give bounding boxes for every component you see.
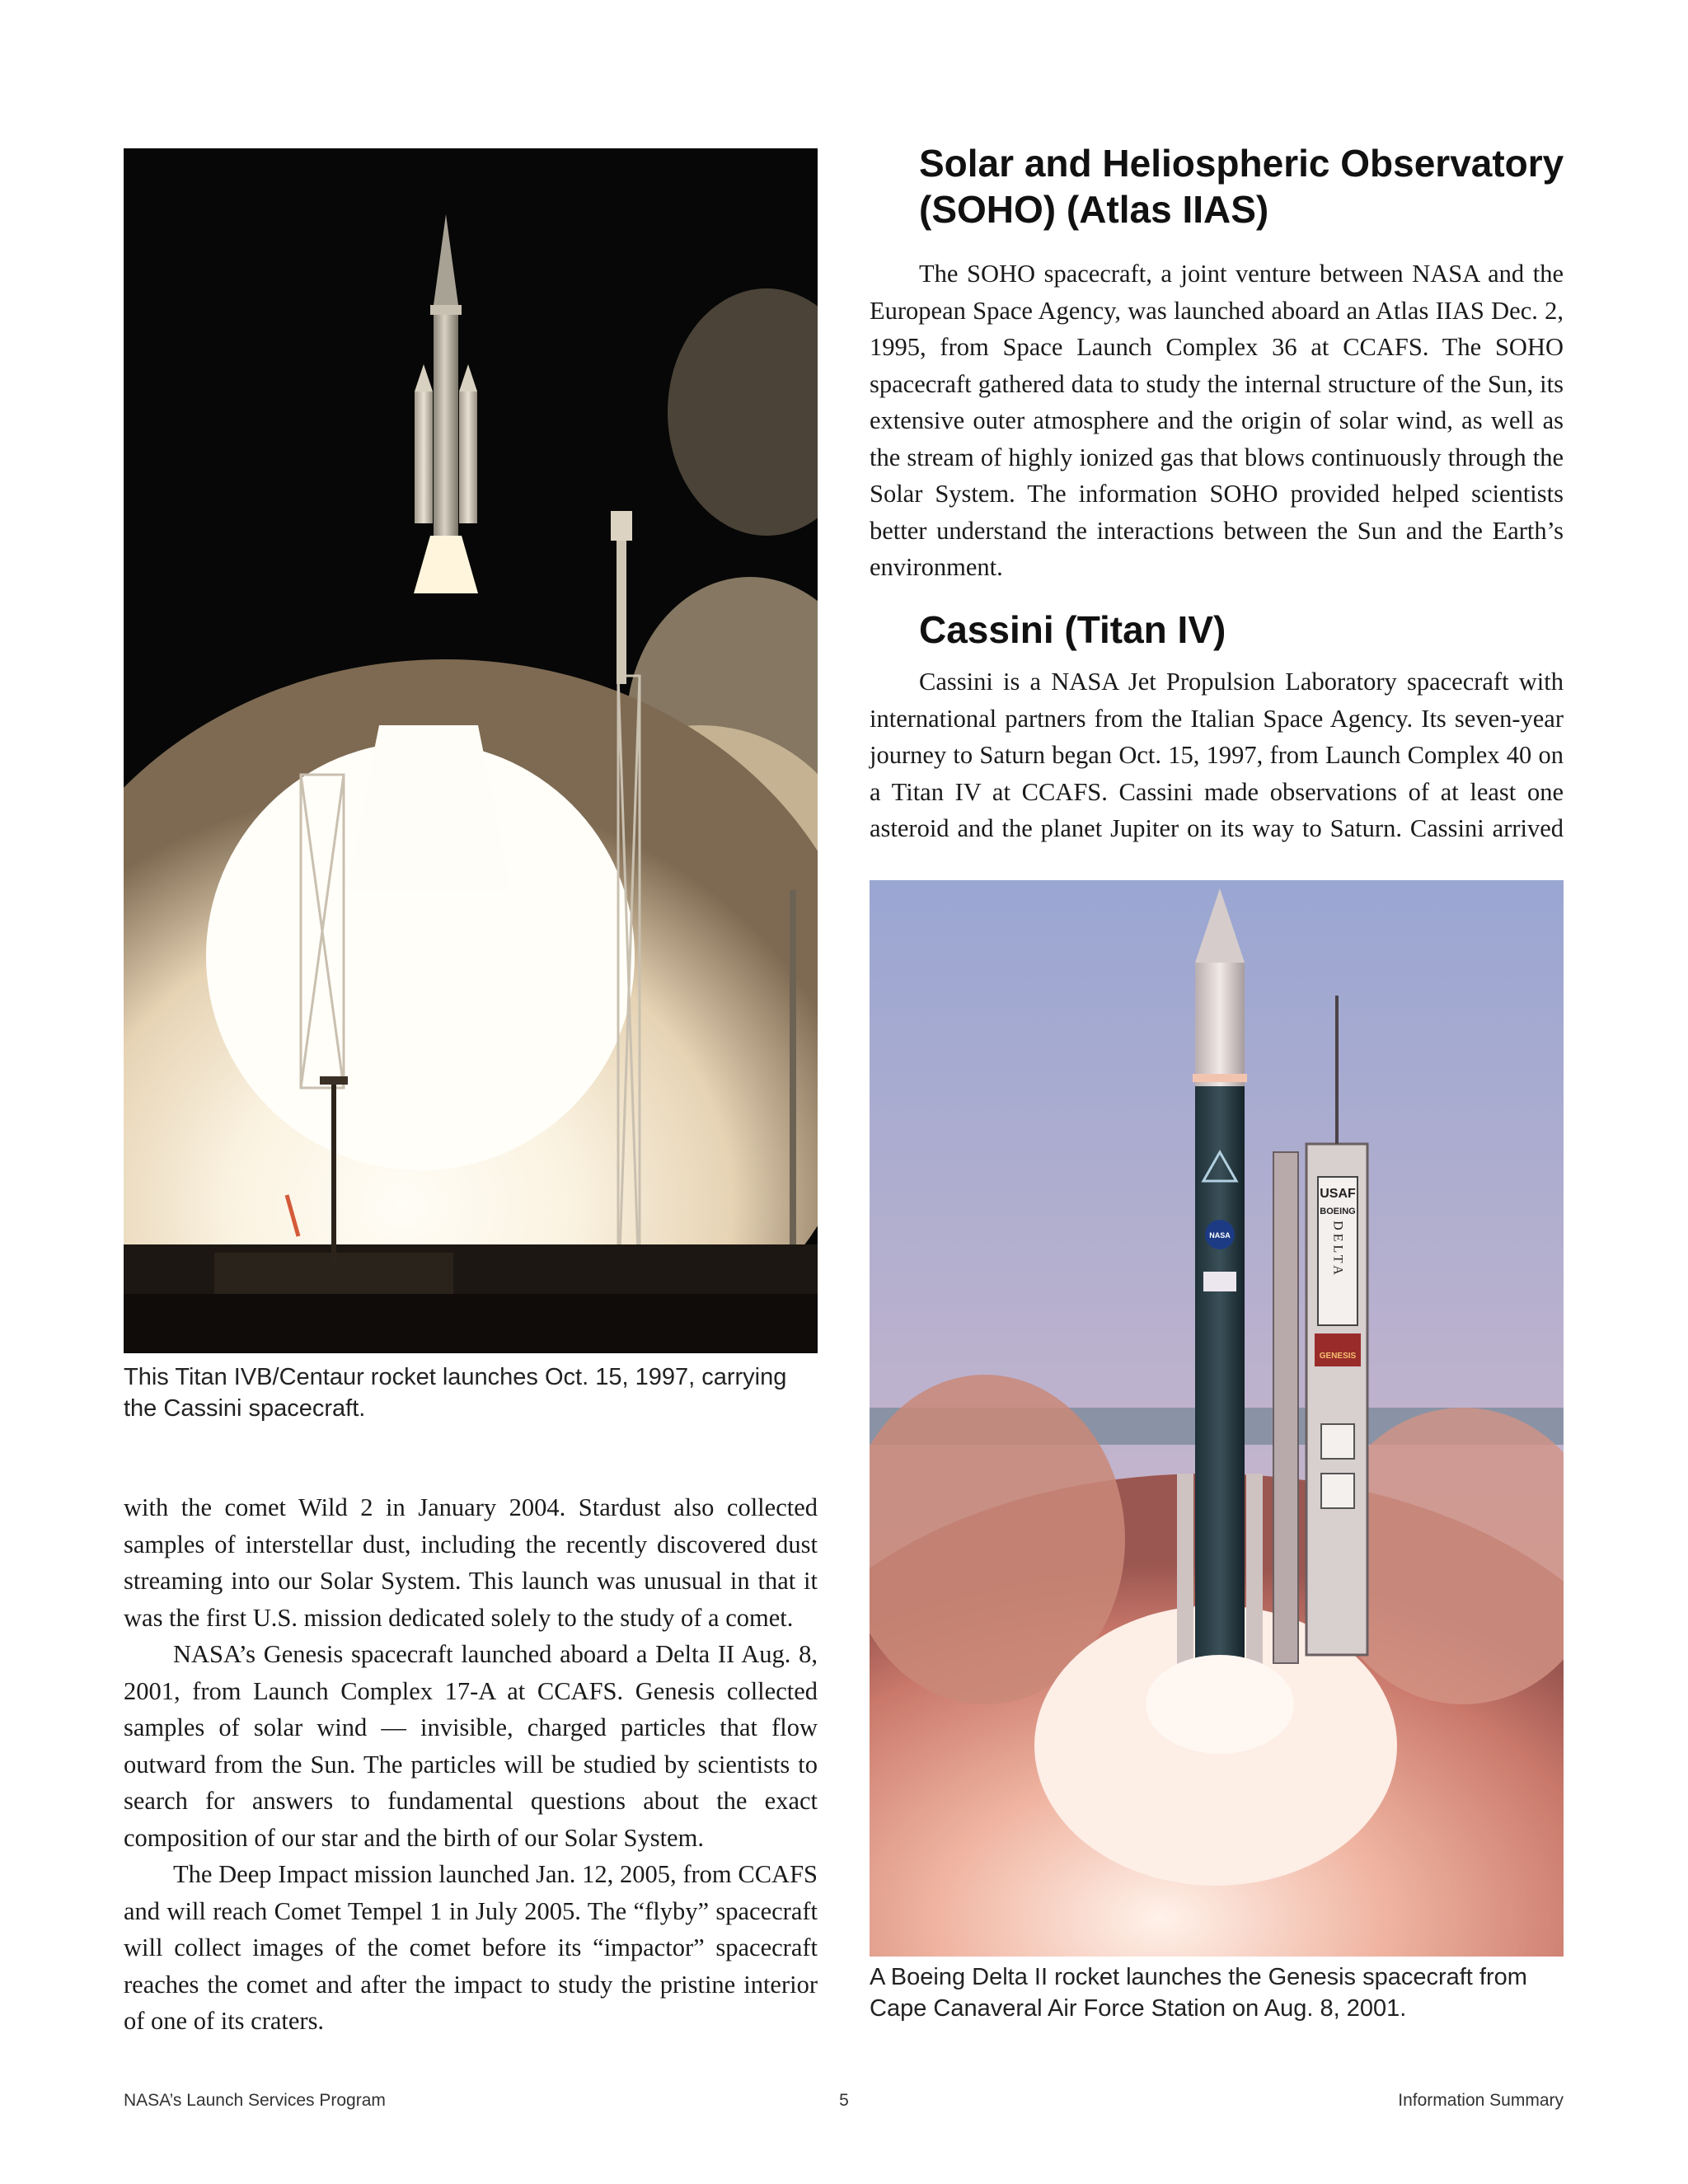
footer-program-name: NASA’s Launch Services Program	[124, 2091, 386, 2110]
footer-document-name: Information Summary	[1398, 2091, 1564, 2110]
soho-paragraph	[870, 255, 1564, 586]
titan-launch-photo	[124, 148, 818, 1353]
delta-photo-caption: A Boeing Delta II rocket launches the Genesis spacecraft from Cape Canaveral Air Force Station on Aug. 8, 2001.	[870, 1964, 1527, 2022]
page-number: 5	[839, 2091, 849, 2110]
tower-genesis-text: GENESIS	[1319, 1352, 1357, 1361]
genesis-paragraph	[124, 1636, 818, 1856]
rocket-nasa-text: NASA	[1209, 1231, 1231, 1240]
delta-launch-photo	[870, 880, 1564, 1957]
stardust-paragraph: with the comet Wild 2 in January 2004. Stardust also collected samples of interstellar dust, including the recently discovered dust streaming into our Solar System. This launch was unusual in that it was the first U.S. mission dedicated solely to the study of a comet.	[124, 1493, 818, 1632]
delta-launch-illustration	[870, 880, 1564, 1957]
cassini-paragraph	[870, 663, 1564, 847]
left-column-text	[124, 1489, 818, 2040]
cassini-paragraph-text: Cassini is a NASA Jet Propulsion Laboratory spacecraft with international partners from the Italian Space Agency. Its seven-year journey to Saturn began Oct. 15, 1997, from Launch Complex 40 on a Titan IV at CCAFS. Cassini made observations of at least one asteroid and the planet Jupiter on its way to Saturn. Cassini arrived	[870, 668, 1564, 842]
cassini-heading: Cassini (Titan IV)	[919, 608, 1226, 651]
genesis-paragraph-text: NASA’s Genesis spacecraft launched aboard a Delta II Aug. 8, 2001, from Launch Complex 17-A at CCAFS. Genesis collected samples of solar wind — invisible, charged particles that flow outward from the Sun. The particles will be studied by scientists to search for answers to fundamental questions about the exact composition of our star and the birth of our Solar System.	[124, 1640, 818, 1852]
soho-heading: Solar and Heliospheric Observatory (SOHO) (Atlas IIAS)	[919, 142, 1564, 231]
tower-delta-text: DELTA	[1330, 1221, 1345, 1278]
titan-photo-caption: This Titan IVB/Centaur rocket launches Oct. 15, 1997, carrying the Cassini spacecraft.	[124, 1364, 787, 1422]
tower-boeing-text: BOEING	[1320, 1207, 1356, 1216]
tower-usaf-text: USAF	[1320, 1187, 1356, 1201]
deep-impact-paragraph-text: The Deep Impact mission launched Jan. 12, 2005, from CCAFS and will reach Comet Tempel 1 in July 2005. The “flyby” spacecraft will collect images of the comet before its “impactor” spacecraft reaches the comet and after the impact to study the pristine interior of one of its craters.	[124, 1860, 818, 2035]
soho-paragraph-text: The SOHO spacecraft, a joint venture between NASA and the European Space Agency, was launched aboard an Atlas IIAS Dec. 2, 1995, from Space Launch Complex 36 at CCAFS. The SOHO spacecraft gathered data to study the internal structure of the Sun, its extensive outer atmosphere and the origin of solar wind, as well as the stream of highly ionized gas that blows continuously through the Solar System. The information SOHO provided helped scientists better understand the interactions between the Sun and the Earth’s environment.	[870, 260, 1564, 581]
titan-launch-illustration	[124, 148, 818, 1353]
deep-impact-paragraph	[124, 1856, 818, 2040]
